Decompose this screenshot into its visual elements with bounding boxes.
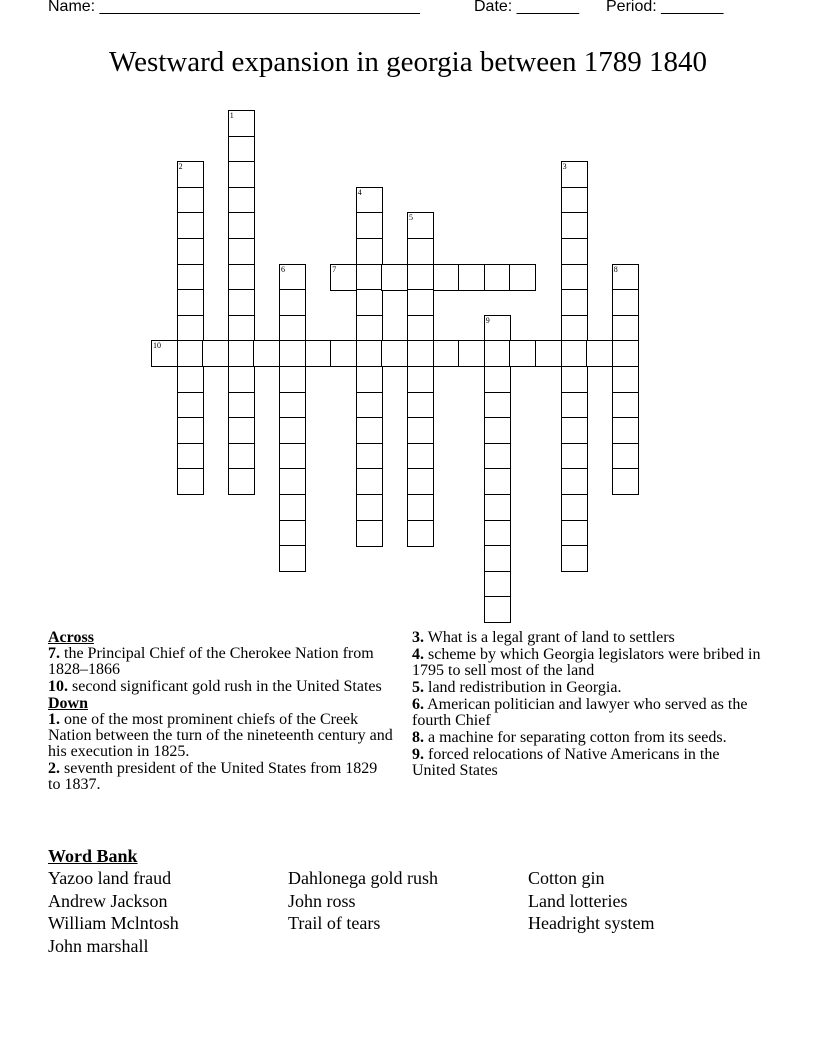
crossword-cell[interactable] [484,443,511,470]
crossword-cell[interactable] [279,545,306,572]
crossword-cell[interactable] [561,238,588,265]
page-title: Westward expansion in georgia between 1789 1840 [109,46,707,78]
crossword-cell[interactable] [177,340,204,367]
word-bank-item: Dahlonega gold rush [288,868,438,888]
crossword-cell[interactable] [177,289,204,316]
word-bank-item: Cotton gin [528,868,605,888]
crossword-cell[interactable] [356,366,383,393]
clue-down-8: 8. a machine for separating cotton from its seeds. [412,729,727,746]
crossword-cell[interactable] [228,392,255,419]
crossword-cell[interactable] [228,161,255,188]
crossword-cell[interactable] [407,468,434,495]
crossword-cell[interactable] [484,340,511,367]
crossword-cell[interactable] [407,392,434,419]
word-bank-item: Trail of tears [288,913,381,933]
crossword-cell[interactable] [535,340,562,367]
crossword-cell[interactable] [177,238,204,265]
crossword-cell[interactable] [484,264,511,291]
word-bank-item: Land lotteries [528,891,628,911]
crossword-cell[interactable] [228,136,255,163]
word-bank-heading: Word Bank [48,846,138,866]
crossword-cell[interactable] [356,417,383,444]
clue-down-2: 2. seventh president of the United States from 1829 to 1837. [48,760,378,793]
word-bank-item: John ross [288,891,356,911]
crossword-cell[interactable] [561,443,588,470]
crossword-cell[interactable] [407,315,434,342]
crossword-cell[interactable] [177,417,204,444]
crossword-cell[interactable] [561,340,588,367]
crossword-cell[interactable] [561,212,588,239]
crossword-cell[interactable] [228,366,255,393]
crossword-cell[interactable] [458,340,485,367]
crossword-cell[interactable] [356,238,383,265]
crossword-cell[interactable] [279,392,306,419]
crossword-cell[interactable] [177,315,204,342]
crossword-cell[interactable] [279,366,306,393]
crossword-cell[interactable] [356,520,383,547]
across-heading: Across [48,629,94,646]
clue-number-label: 4 [357,187,362,197]
clue-number-label: 2 [178,162,183,172]
crossword-cell[interactable] [612,443,639,470]
crossword-cell[interactable] [228,443,255,470]
crossword-cell[interactable] [279,494,306,521]
crossword-cell[interactable] [356,468,383,495]
word-bank-item: Headright system [528,913,655,933]
crossword-cell[interactable] [484,596,511,623]
down-heading: Down [48,695,89,712]
crossword-cell[interactable] [612,315,639,342]
crossword-cell[interactable] [381,340,408,367]
crossword-cell[interactable] [407,289,434,316]
clue-number-label: 9 [485,315,490,325]
clue-number-label: 8 [613,264,618,274]
crossword-cell[interactable] [279,468,306,495]
crossword-cell[interactable] [612,468,639,495]
crossword-cell[interactable] [586,340,613,367]
crossword-cell[interactable] [561,366,588,393]
period-field[interactable]: Period: _______ [606,0,724,15]
crossword-cell[interactable] [305,340,332,367]
crossword-cell[interactable] [561,264,588,291]
crossword-cell[interactable] [561,520,588,547]
crossword-cell[interactable] [561,417,588,444]
crossword-cell[interactable] [279,417,306,444]
crossword-cell[interactable] [228,187,255,214]
crossword-cell[interactable] [279,315,306,342]
crossword-cell[interactable] [253,340,280,367]
clues-left-column [48,630,393,794]
clue-down-5: 5. land redistribution in Georgia. [412,679,622,696]
crossword-cell[interactable] [407,417,434,444]
clues-right-column [412,630,762,780]
crossword-cell[interactable] [356,212,383,239]
crossword-cell[interactable] [177,212,204,239]
name-field[interactable]: Name: ____________________________________ [48,0,420,15]
crossword-cell[interactable] [228,340,255,367]
crossword-cell[interactable] [561,289,588,316]
crossword-cell[interactable] [612,366,639,393]
crossword-cell[interactable] [561,187,588,214]
crossword-cell[interactable] [228,417,255,444]
crossword-cell[interactable] [356,289,383,316]
crossword-cell[interactable] [356,443,383,470]
clue-number-label: 3 [562,162,567,172]
crossword-cell[interactable] [177,392,204,419]
crossword-cell[interactable] [228,468,255,495]
crossword-cell[interactable] [612,392,639,419]
crossword-cell[interactable] [356,340,383,367]
crossword-cell[interactable] [407,443,434,470]
crossword-cell[interactable] [228,238,255,265]
crossword-cell[interactable] [356,315,383,342]
word-bank-item: Yazoo land fraud [48,868,172,888]
crossword-cell[interactable] [561,494,588,521]
crossword-cell[interactable] [433,264,460,291]
crossword-cell[interactable] [407,366,434,393]
crossword-cell[interactable] [612,340,639,367]
crossword-cell[interactable] [484,417,511,444]
crossword-cell[interactable] [612,417,639,444]
crossword-cell[interactable] [561,468,588,495]
word-bank-item: Andrew Jackson [48,891,168,911]
crossword-cell[interactable] [407,494,434,521]
crossword-cell[interactable] [484,545,511,572]
clue-down-4: 4. scheme by which Georgia legislators were bribed in 1795 to sell most of the land [412,646,761,679]
crossword-cell[interactable] [484,494,511,521]
crossword-cell[interactable] [509,264,536,291]
crossword-cell[interactable] [458,264,485,291]
clue-down-1: 1. one of the most prominent chiefs of the Creek Nation between the turn of the nineteenth century and his execution in 1825. [48,711,393,760]
crossword-cell[interactable] [407,340,434,367]
word-bank-item: William Mclntosh [48,913,179,933]
crossword-cell[interactable] [202,340,229,367]
crossword-cell[interactable] [228,264,255,291]
crossword-cell[interactable] [356,494,383,521]
date-field[interactable]: Date: _______ [474,0,579,15]
crossword-cell[interactable] [484,366,511,393]
crossword-cell[interactable] [330,340,357,367]
crossword-cell[interactable] [279,443,306,470]
crossword-cell[interactable] [433,340,460,367]
crossword-cell[interactable] [177,264,204,291]
crossword-cell[interactable] [177,468,204,495]
clue-down-3: 3. What is a legal grant of land to settlers [412,629,675,646]
crossword-cell[interactable] [612,289,639,316]
crossword-cell[interactable] [509,340,536,367]
crossword-cell[interactable] [279,520,306,547]
crossword-cell[interactable] [177,366,204,393]
crossword-cell[interactable] [561,545,588,572]
crossword-cell[interactable] [484,571,511,598]
clue-down-9: 9. forced relocations of Native Americans in the United States [412,746,720,779]
word-bank-item: John marshall [48,936,149,956]
clue-number-label: 10 [153,341,161,351]
crossword-cell[interactable] [407,264,434,291]
crossword-cell[interactable] [407,520,434,547]
crossword-cell[interactable] [356,392,383,419]
crossword-cell[interactable] [177,443,204,470]
crossword-cell[interactable] [484,520,511,547]
crossword-cell[interactable] [484,468,511,495]
clue-number-label: 1 [229,111,234,120]
crossword-cell[interactable] [228,212,255,239]
crossword-cell[interactable] [381,264,408,291]
crossword-cell[interactable] [177,187,204,214]
crossword-cell[interactable] [561,392,588,419]
crossword-cell[interactable] [228,289,255,316]
crossword-cell[interactable] [561,315,588,342]
crossword-cell[interactable] [484,392,511,419]
crossword-cell[interactable] [279,289,306,316]
crossword-cell[interactable] [407,238,434,265]
clue-number-label: 7 [332,264,337,274]
crossword-cell[interactable] [356,264,383,291]
clue-across-10: 10. second significant gold rush in the United States [48,678,382,695]
clue-number-label: 5 [409,213,413,223]
clue-across-7: 7. the Principal Chief of the Cherokee Nation from 1828–1866 [48,645,374,678]
crossword-cell[interactable] [279,340,306,367]
clue-down-6: 6. American politician and lawyer who served as the fourth Chief [412,696,748,729]
crossword-cell[interactable] [228,315,255,342]
clue-number-label: 6 [281,264,285,274]
